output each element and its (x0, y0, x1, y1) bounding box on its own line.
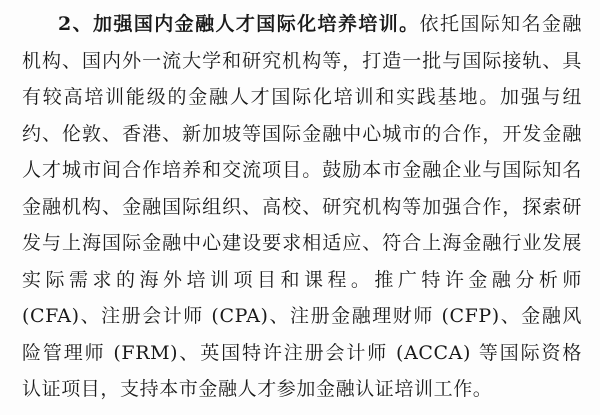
paragraph-line-2: 机构、国内外一流大学和研究机构等，打造一批与国际接轨、具 (22, 49, 582, 72)
line-text: 依托国际知名金融 (419, 13, 582, 35)
paragraph (22, 6, 582, 408)
paragraph-line-8: 实际需求的海外培训项目和课程。推广特许金融分析师 (22, 268, 582, 291)
paragraph-line-5: 人才城市间合作培养和交流项目。鼓励本市金融企业与国际知名 (22, 159, 582, 181)
paragraph-line-9: (CFA)、注册会计师 (CPA)、注册金融理财师 (CFP)、金融风 (22, 305, 582, 327)
section-heading: 2、加强国内金融人才国际化培养培训。 (58, 13, 420, 35)
paragraph-line-11: 认证项目，支持本市金融人才参加金融认证培训工作。 (22, 378, 493, 400)
paragraph-line-10: 险管理师 (FRM)、英国特许注册会计师 (ACCA) 等国际资格 (22, 341, 582, 364)
paragraph-line-6: 金融机构、金融国际组织、高校、研究机构等加强合作，探索研 (22, 195, 582, 218)
paragraph-line-4: 约、伦敦、香港、新加坡等国际金融中心城市的合作，开发金融 (22, 122, 582, 145)
paragraph-line-3: 有较高培训能级的金融人才国际化培训和实践基地。加强与纽 (22, 86, 582, 108)
paragraph-line-1 (22, 6, 582, 43)
paragraph-line-7: 发与上海国际金融中心建设要求相适应、符合上海金融行业发展 (22, 232, 582, 254)
